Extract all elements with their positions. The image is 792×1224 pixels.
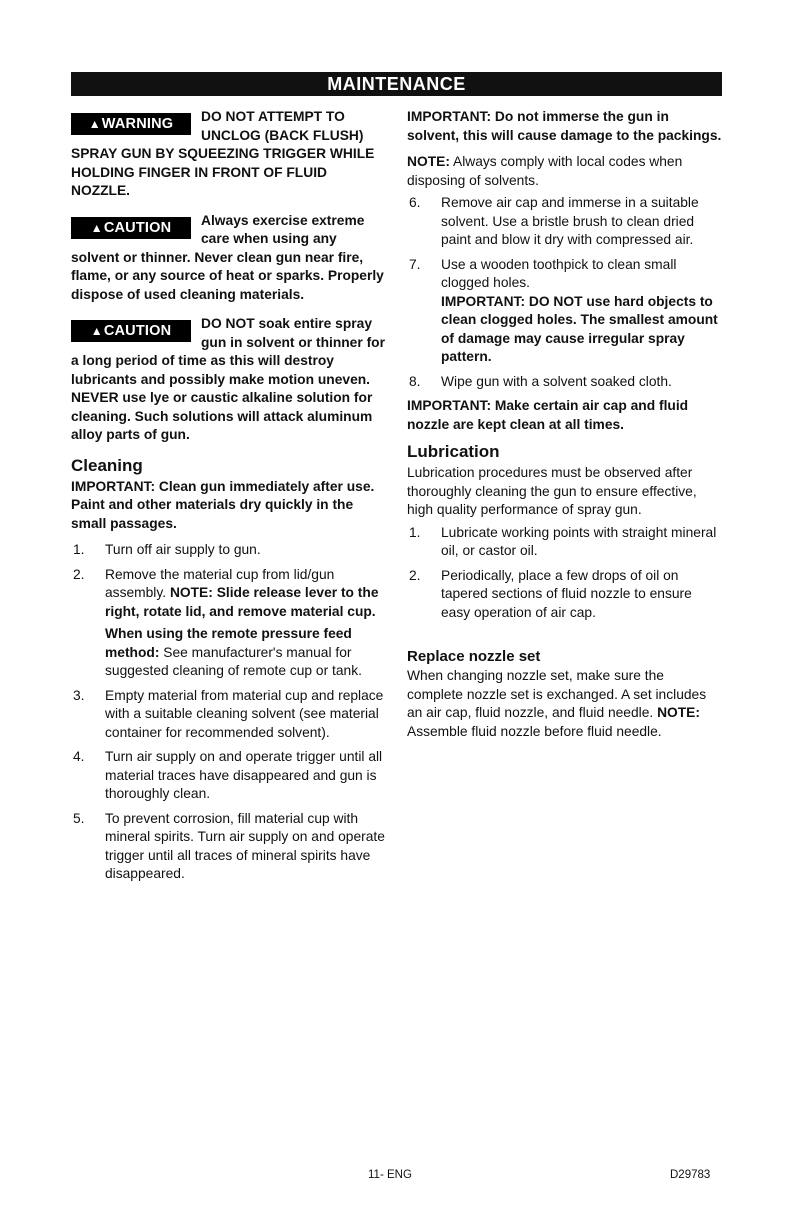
step-note: NOTE: Slide release lever to the right, rotate lid, and remove material cup.: [105, 585, 379, 619]
note-label: NOTE:: [657, 705, 700, 720]
note-text: Always comply with local codes when disposing of solvents.: [407, 154, 683, 188]
list-item: [71, 748, 387, 804]
step-text: Use a wooden toothpick to clean small clogged holes.: [441, 256, 677, 290]
list-item: [407, 373, 723, 392]
warning-text: DO NOT ATTEMPT TO UNCLOG (BACK FLUSH) SPRAY GUN BY SQUEEZING TRIGGER WHILE HOLDING FINGER IN FRONT OF FLUID NOZZLE.: [71, 109, 375, 198]
step-text: To prevent corrosion, fill material cup with mineral spirits. Turn air supply on and operate trigger until all traces of mineral spirits have disappeared.: [105, 810, 385, 881]
remote-pressure-label: When using the remote pressure feed method:: [105, 626, 352, 660]
cleaning-steps: [71, 541, 387, 884]
caution-badge: ▲CAUTION: [71, 320, 191, 342]
step-text: Turn air supply on and operate trigger until all material traces have disappeared and gun is thoroughly clean.: [105, 749, 383, 801]
list-item: [407, 567, 723, 623]
step-number: 2.: [73, 566, 85, 582]
list-item: [71, 687, 387, 743]
list-item: [71, 541, 387, 560]
nozzle-note-text: Assemble fluid nozzle before fluid needle.: [407, 723, 662, 739]
step-text: Wipe gun with a solvent soaked cloth.: [441, 373, 672, 389]
warning-triangle-icon: ▲: [88, 117, 101, 131]
step-text: Remove air cap and immerse in a suitable solvent. Use a bristle brush to clean dried paint and blow it dry with compressed air.: [441, 195, 699, 247]
caution-block-solvent: [71, 212, 387, 305]
cleaning-heading: Cleaning: [71, 455, 143, 475]
step-number: 3.: [73, 687, 85, 703]
section-title: MAINTENANCE: [327, 74, 466, 94]
left-column: [71, 108, 387, 890]
warning-block: [71, 108, 387, 201]
remote-pressure-note: [105, 625, 387, 681]
step-text: Turn off air supply to gun.: [105, 542, 261, 557]
immerse-important: IMPORTANT: Do not immerse the gun in solvent, this will cause damage to the packings.: [407, 109, 722, 143]
caution-text: Always exercise extreme care when using any solvent or thinner. Never clean gun near fire, flame, or any source of heat or sparks. Properly dispose of used cleaning materials.: [71, 212, 384, 302]
list-item: [407, 256, 723, 367]
solvent-note: [407, 153, 723, 190]
lubrication-intro: Lubrication procedures must be observed after thoroughly cleaning the gun to ensure effective, high quality performance of spray gun.: [407, 465, 697, 517]
lubrication-steps: [407, 524, 723, 623]
step-number: 8.: [409, 373, 421, 389]
caution-block-soak: [71, 315, 387, 445]
note-label: NOTE:: [407, 154, 450, 169]
list-item: [407, 194, 723, 250]
caution-triangle-icon: ▲: [90, 220, 103, 235]
cleaning-steps-continued: [407, 194, 723, 391]
caution-badge: ▲CAUTION: [71, 217, 191, 239]
nozzle-clean-important: IMPORTANT: Make certain air cap and fluid nozzle are kept clean at all times.: [407, 398, 689, 432]
right-column: [407, 108, 723, 745]
step-text: Remove the material cup from lid/gun assembly.: [105, 566, 335, 600]
step-number: 1.: [409, 524, 421, 540]
list-item: [407, 524, 723, 561]
step-number: 1.: [73, 542, 85, 557]
remote-pressure-text: See manufacturer's manual for suggested cleaning of remote cup or tank.: [105, 644, 362, 678]
step-number: 2.: [409, 567, 421, 583]
list-item: [71, 810, 387, 884]
document-code: D29783: [670, 1169, 711, 1181]
lubrication-heading: Lubrication: [407, 442, 500, 461]
step-text: Empty material from material cup and replace with a suitable cleaning solvent (see material container for recommended solvent).: [105, 687, 384, 740]
list-item: [71, 566, 387, 681]
step-number: 7.: [409, 256, 421, 272]
caution-triangle-icon: ▲: [90, 324, 103, 338]
step-number: 4.: [73, 749, 85, 764]
nozzle-set-text: [407, 667, 723, 741]
step-important: IMPORTANT: DO NOT use hard objects to clean clogged holes. The smallest amount of damage may cause irregular spray pattern.: [441, 293, 718, 364]
warning-badge: ▲WARNING: [71, 113, 191, 135]
step-number: 5.: [73, 810, 85, 826]
nozzle-set-heading: Replace nozzle set: [407, 648, 541, 665]
cleaning-important: IMPORTANT: Clean gun immediately after use. Paint and other materials dry quickly in the small passages.: [71, 478, 375, 531]
step-number: 6.: [409, 195, 421, 210]
section-banner: [71, 72, 722, 96]
step-text: Periodically, place a few drops of oil on tapered sections of fluid nozzle to ensure easy operation of air cap.: [441, 567, 692, 620]
nozzle-set-body: When changing nozzle set, make sure the complete nozzle set is exchanged. A set includes an air cap, fluid nozzle, and fluid needle.: [407, 668, 707, 720]
page-number: 11- ENG: [368, 1169, 412, 1181]
step-text: Lubricate working points with straight mineral oil, or castor oil.: [441, 524, 717, 558]
caution-text: DO NOT soak entire spray gun in solvent or thinner for a long period of time as this will destroy lubricants and possibly make motion uneven. NEVER use lye or caustic alkaline solution for cleaning. Such solutions will attack aluminum alloy parts of gun.: [71, 316, 385, 442]
